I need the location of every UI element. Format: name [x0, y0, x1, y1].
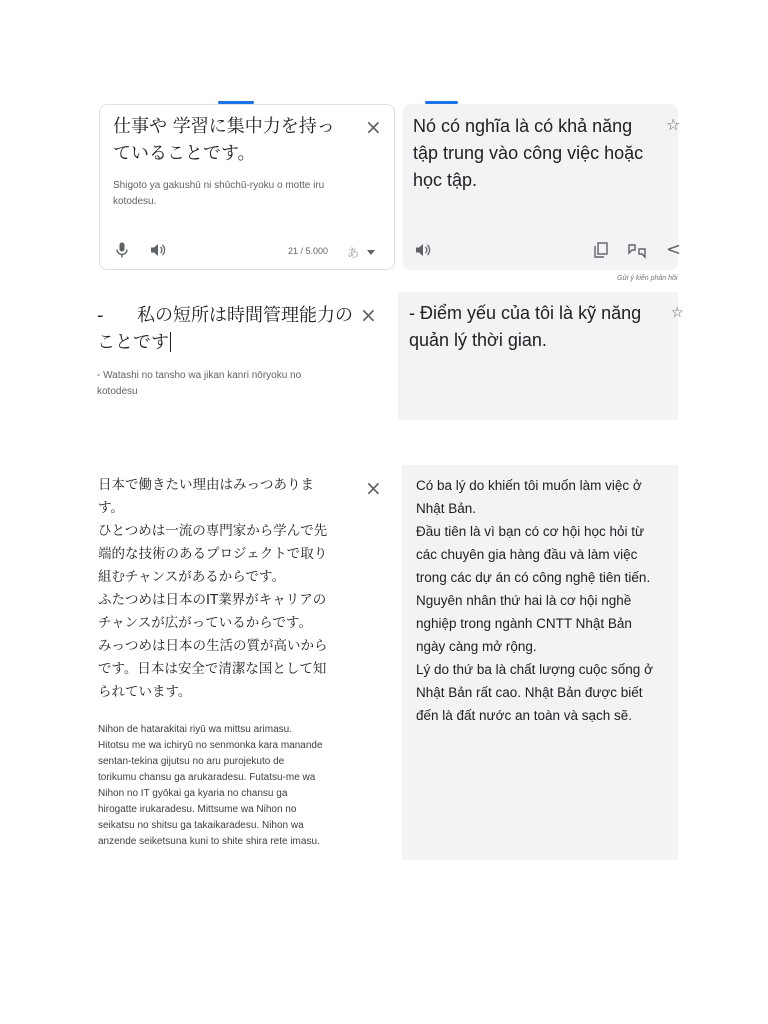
chevron-down-icon[interactable]	[367, 248, 375, 256]
translation-line: nghiệp trong ngành CNTT Nhật Bản	[416, 616, 632, 631]
romanization-line: Hitotsu me wa ichiryū no senmonka kara manande	[98, 740, 323, 751]
translation-line: Lý do thứ ba là chất lượng cuộc sống ở	[416, 662, 653, 677]
romanization-1: Shigoto ya gakushū ni shūchū-ryoku o motte iru kotodesu.	[113, 180, 325, 207]
feedback-icon[interactable]	[626, 241, 648, 259]
send-feedback-link[interactable]: Gửi ý kiến phản hồi	[617, 275, 678, 282]
source-line: ひとつめは一流の専門家から学んで先	[98, 523, 328, 539]
star-icon-2[interactable]: ☆	[671, 305, 684, 321]
source-line: す。	[98, 500, 124, 516]
microphone-icon[interactable]	[113, 241, 131, 259]
romanization-line: Nihon de hatarakitai riyū wa mittsu arimasu.	[98, 724, 292, 735]
translation-line: Đầu tiên là vì bạn có cơ hội học hỏi từ	[416, 524, 645, 539]
source-line: 端的な技術のあるプロジェクトで取り	[98, 546, 328, 562]
source-text-1[interactable]: 仕事や 学習に集中力を持っていることです。	[113, 116, 335, 164]
romanization-line: Nihon no IT gyōkai ga kyaria no chansu ga	[98, 788, 288, 799]
speaker-icon-source-1[interactable]	[149, 241, 167, 259]
source-line: ふたつめは日本のIT業界がキャリアの	[98, 592, 327, 608]
text-caret	[170, 332, 171, 352]
speaker-icon-target-1[interactable]	[414, 241, 432, 259]
translation-line: đến là đất nước an toàn và sạch sẽ.	[416, 708, 633, 723]
copy-icon[interactable]	[592, 241, 610, 259]
translation-text-2: - Điểm yếu của tôi là kỹ năng quản lý thời gian.	[409, 303, 642, 350]
source-text-3[interactable]	[98, 474, 363, 704]
translation-line: Nhật Bản.	[416, 501, 477, 516]
source-line: 日本で働きたい理由はみっつありま	[98, 477, 314, 493]
romanization-line: torikumu chansu ga arukaradesu. Futatsu-me wa	[98, 772, 316, 783]
translation-text-3	[416, 474, 674, 727]
source-line: みっつめは日本の生活の質が高いから	[98, 638, 328, 654]
star-icon[interactable]: ☆	[666, 115, 681, 134]
source-line: られています。	[98, 684, 192, 700]
character-counter: 21 / 5.000	[288, 246, 329, 256]
clear-source-button-3[interactable]: ×	[365, 476, 382, 500]
romanization-3	[98, 722, 368, 866]
source-text-2-content: 私の短所は時間管理能力のことです	[97, 305, 353, 353]
translation-line: Có ba lý do khiến tôi muốn làm việc ở	[416, 478, 642, 493]
clear-source-button-2[interactable]: ×	[360, 303, 377, 327]
source-line: です。日本は安全で清潔な国として知	[98, 661, 327, 677]
source-text-2[interactable]	[97, 302, 355, 356]
romanization-line: sentan-tekina gijutsu no aru purojekuto de	[98, 756, 285, 767]
source-prefix-2: -	[97, 305, 104, 326]
translation-text-1: Nó có nghĩa là có khả năng tập trung vào công việc hoặc học tập.	[413, 116, 644, 190]
translation-line: Nguyên nhân thứ hai là cơ hội nghề	[416, 593, 632, 608]
input-method-button[interactable]: あ	[347, 246, 360, 260]
translation-line: ngày càng mở rộng.	[416, 639, 537, 654]
translation-line: trong các dự án có công nghệ tiên tiến.	[416, 570, 651, 585]
source-line: 組むチャンスがあるからです。	[98, 569, 285, 585]
romanization-line: seikatsu no shitsu ga takaikaradesu. Nihon wa	[98, 820, 304, 831]
romanization-2: - Watashi no tansho wa jikan kanri nōryoku no kotodesu	[97, 370, 302, 397]
romanization-line: hirogatte irukaradesu. Mittsume wa Nihon no	[98, 804, 297, 815]
share-icon[interactable]: <	[666, 239, 682, 260]
clear-source-button-1[interactable]: ×	[365, 115, 382, 139]
translation-line: Nhật Bản rất cao. Nhật Bản được biết	[416, 685, 643, 700]
romanization-line: anzende seiketsuna kuni to shite shira rete imasu.	[98, 836, 320, 847]
source-line: チャンスが広がっているからです。	[98, 615, 312, 631]
translation-line: các chuyên gia hàng đầu và làm việc	[416, 547, 638, 562]
